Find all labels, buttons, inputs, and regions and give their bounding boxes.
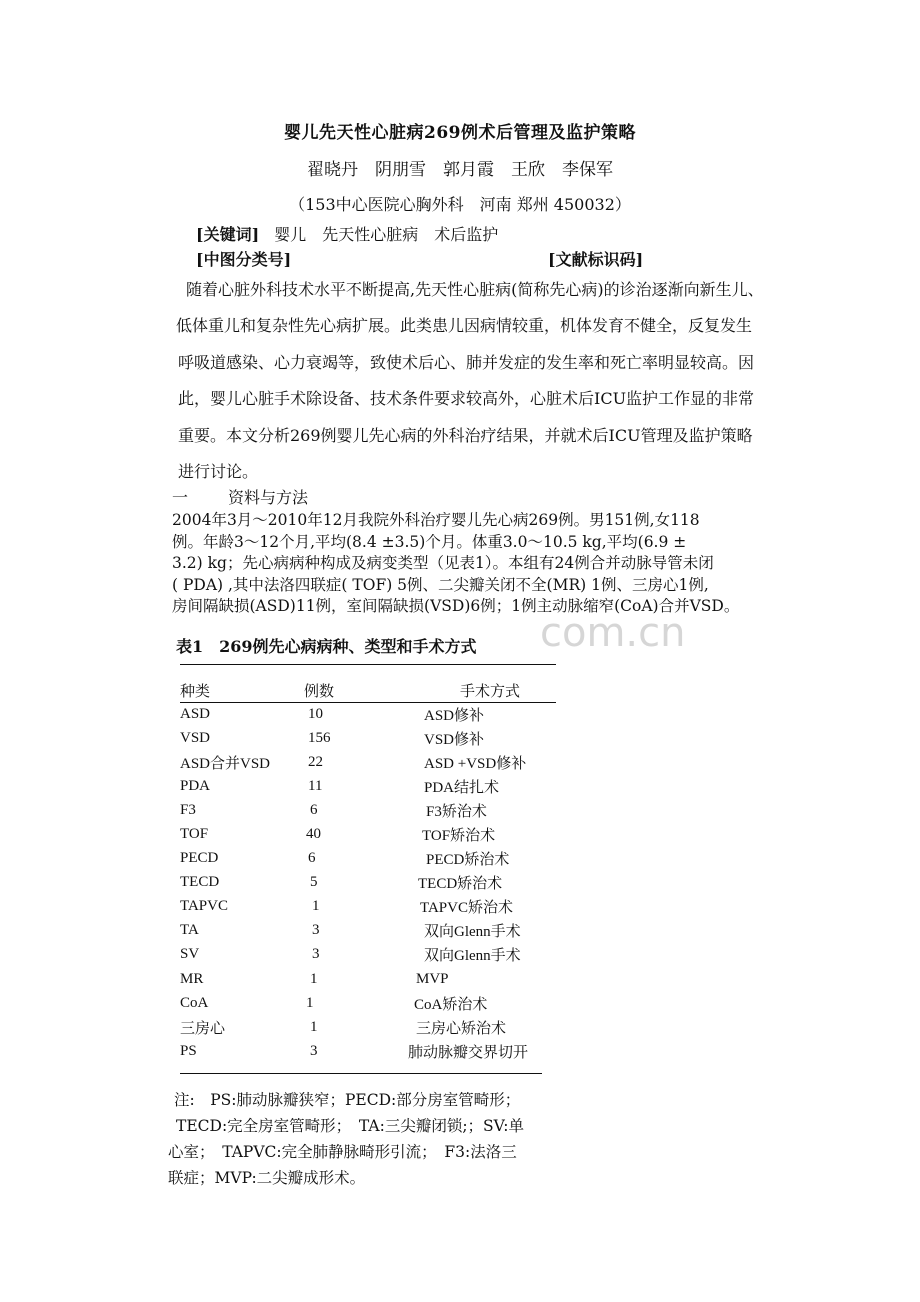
table-cell-count: 156 bbox=[308, 729, 331, 746]
table-cell-count: 40 bbox=[306, 826, 321, 843]
table-cell-type: PECD bbox=[180, 850, 219, 867]
table-cell-type: MR bbox=[180, 970, 204, 987]
keywords-text: 婴儿 先天性心脏病 术后监护 bbox=[274, 225, 499, 244]
table-cell-procedure: 双向Glenn手术 bbox=[424, 948, 521, 965]
table-cell-procedure: TECD矫治术 bbox=[418, 876, 503, 893]
table-cell-procedure: MVP bbox=[416, 970, 449, 987]
methods-line: 例。年龄3～12个月,平均(8.4 ±3.5)个月。体重3.0～10.5 kg,平均(6.9 ± bbox=[172, 532, 687, 551]
table-cell-count: 6 bbox=[308, 850, 316, 867]
table-cell-count: 10 bbox=[308, 705, 323, 722]
table-row bbox=[180, 750, 618, 774]
table-cell-type: TAPVC bbox=[180, 898, 228, 915]
table-cell-procedure: ASD +VSD修补 bbox=[424, 755, 527, 772]
intro-line: 此，婴儿心脏手术除设备、技术条件要求较高外，心脏术后ICU监护工作显的非常 bbox=[178, 389, 755, 409]
table-cell-procedure: TAPVC矫治术 bbox=[420, 900, 513, 917]
table-cell-procedure: CoA矫治术 bbox=[414, 996, 488, 1013]
methods-line: 3.2) kg；先心病病种构成及病变类型（见表1）。本组有24例合并动脉导管未闭 bbox=[172, 554, 714, 573]
table-cell-type: PDA bbox=[180, 777, 211, 794]
table-cell-procedure: 双向Glenn手术 bbox=[424, 924, 521, 941]
intro-line: 低体重儿和复杂性先心病扩展。此类患儿因病情较重，机体发育不健全，反复发生 bbox=[176, 316, 753, 336]
table-cell-procedure: 三房心矫治术 bbox=[416, 1020, 507, 1037]
table-row bbox=[180, 702, 618, 726]
note-line: TECD:完全房室管畸形； TA:三尖瓣闭锁;；SV:单 bbox=[176, 1117, 525, 1135]
methods-line: 2004年3月～2010年12月我院外科治疗婴儿先心病269例。男151例,女118 bbox=[172, 511, 700, 529]
table-header-cell: 手术方式 bbox=[460, 683, 521, 700]
table-cell-count: 1 bbox=[312, 898, 320, 915]
section-title: 资料与方法 bbox=[228, 488, 309, 507]
section-heading bbox=[172, 485, 348, 508]
table-cell-type: F3 bbox=[180, 801, 196, 818]
table-header-row bbox=[180, 678, 618, 702]
paper-authors: 翟晓丹 阴朋雪 郭月霞 王欣 李保军 bbox=[307, 160, 613, 180]
table-cell-count: 3 bbox=[312, 922, 320, 939]
table-row bbox=[180, 774, 618, 798]
table-cell-type: TOF bbox=[180, 826, 209, 843]
table-cell-type: VSD bbox=[180, 729, 211, 746]
table-cell-procedure: 肺动脉瓣交界切开 bbox=[408, 1044, 529, 1061]
table-cell-type: 三房心 bbox=[180, 1020, 226, 1037]
table-cell-type: TECD bbox=[180, 874, 220, 891]
table-cell-count: 22 bbox=[308, 753, 323, 770]
table-cell-procedure: ASD修补 bbox=[424, 707, 485, 724]
table-header-cell: 例数 bbox=[304, 683, 335, 700]
intro-line: 进行讨论。 bbox=[178, 462, 259, 482]
table-row bbox=[180, 943, 618, 967]
classification-label: [中图分类号] bbox=[196, 250, 292, 269]
table-row bbox=[180, 847, 618, 871]
table-cell-count: 1 bbox=[306, 994, 314, 1011]
intro-line: 随着心脏外科技术水平不断提高,先天性心脏病(简称先心病)的诊治逐渐向新生儿、 bbox=[186, 280, 764, 299]
table-cell-type: ASD bbox=[180, 705, 211, 722]
table-cell-count: 3 bbox=[312, 946, 320, 963]
table-cell-count: 1 bbox=[310, 970, 318, 987]
table-cell-procedure: F3矫治术 bbox=[426, 803, 487, 820]
table-row bbox=[180, 798, 618, 822]
table-cell-count: 11 bbox=[308, 777, 323, 794]
table-row bbox=[180, 991, 618, 1015]
keywords-label: [关键词] bbox=[196, 225, 260, 244]
table-row bbox=[180, 822, 618, 846]
table-1 bbox=[180, 678, 618, 1063]
table-cell-type: PS bbox=[180, 1042, 197, 1059]
note-line: 心室； TAPVC:完全肺静脉畸形引流； F3:法洛三 bbox=[168, 1143, 517, 1161]
table-row bbox=[180, 726, 618, 750]
intro-line: 重要。本文分析269例婴儿先心病的外科治疗结果，并就术后ICU管理及监护策略 bbox=[178, 425, 753, 445]
intro-line: 呼吸道感染、心力衰竭等，致使术后心、肺并发症的发生率和死亡率明显较高。因 bbox=[178, 352, 755, 372]
table-row bbox=[180, 871, 618, 895]
table-cell-procedure: PDA结扎术 bbox=[424, 779, 500, 796]
table-row bbox=[180, 895, 618, 919]
intro-paragraph bbox=[172, 272, 862, 490]
table-note bbox=[168, 1087, 588, 1191]
paper-title: 婴儿先天性心脏病269例术后管理及监护策略 bbox=[284, 123, 636, 143]
table-caption: 表1 269例先心病病种、类型和手术方式 bbox=[176, 637, 477, 656]
section-number: 一 bbox=[172, 488, 189, 507]
methods-line: ( PDA) ,其中法洛四联症( TOF) 5例、二尖瓣关闭不全(MR) 1例、三房心1例, bbox=[172, 575, 709, 594]
note-line: 注: PS:肺动脉瓣狭窄；PECD:部分房室管畸形； bbox=[174, 1091, 521, 1109]
table-cell-procedure: TOF矫治术 bbox=[422, 828, 496, 845]
table-cell-procedure: PECD矫治术 bbox=[426, 852, 510, 869]
table-header-cell: 种类 bbox=[180, 683, 211, 700]
table-cell-type: TA bbox=[180, 922, 199, 939]
table-cell-count: 5 bbox=[310, 874, 318, 891]
table-top-rule bbox=[180, 664, 556, 665]
table-cell-type: CoA bbox=[180, 994, 209, 1011]
table-cell-count: 3 bbox=[310, 1042, 318, 1059]
note-line: 联症；MVP:二尖瓣成形术。 bbox=[168, 1169, 366, 1187]
table-bottom-rule bbox=[180, 1073, 542, 1074]
watermark: com.cn bbox=[540, 610, 686, 656]
table-row bbox=[180, 1039, 618, 1063]
table-cell-count: 1 bbox=[310, 1018, 318, 1035]
keywords-line bbox=[196, 222, 498, 245]
table-row bbox=[180, 919, 618, 943]
table-row bbox=[180, 1015, 618, 1039]
table-row bbox=[180, 967, 618, 991]
table-cell-procedure: VSD修补 bbox=[424, 731, 485, 748]
table-cell-count: 6 bbox=[310, 801, 318, 818]
paper-affiliation: （153中心医院心胸外科 河南 郑州 450032） bbox=[289, 195, 631, 214]
methods-line: 房间隔缺损(ASD)11例，室间隔缺损(VSD)6例；1例主动脉缩窄(CoA)合并VSD。 bbox=[172, 597, 740, 616]
table-cell-type: ASD合并VSD bbox=[180, 755, 271, 772]
doc-id-label: [文献标识码] bbox=[548, 250, 644, 269]
methods-paragraph bbox=[172, 510, 852, 618]
table-cell-type: SV bbox=[180, 946, 200, 963]
